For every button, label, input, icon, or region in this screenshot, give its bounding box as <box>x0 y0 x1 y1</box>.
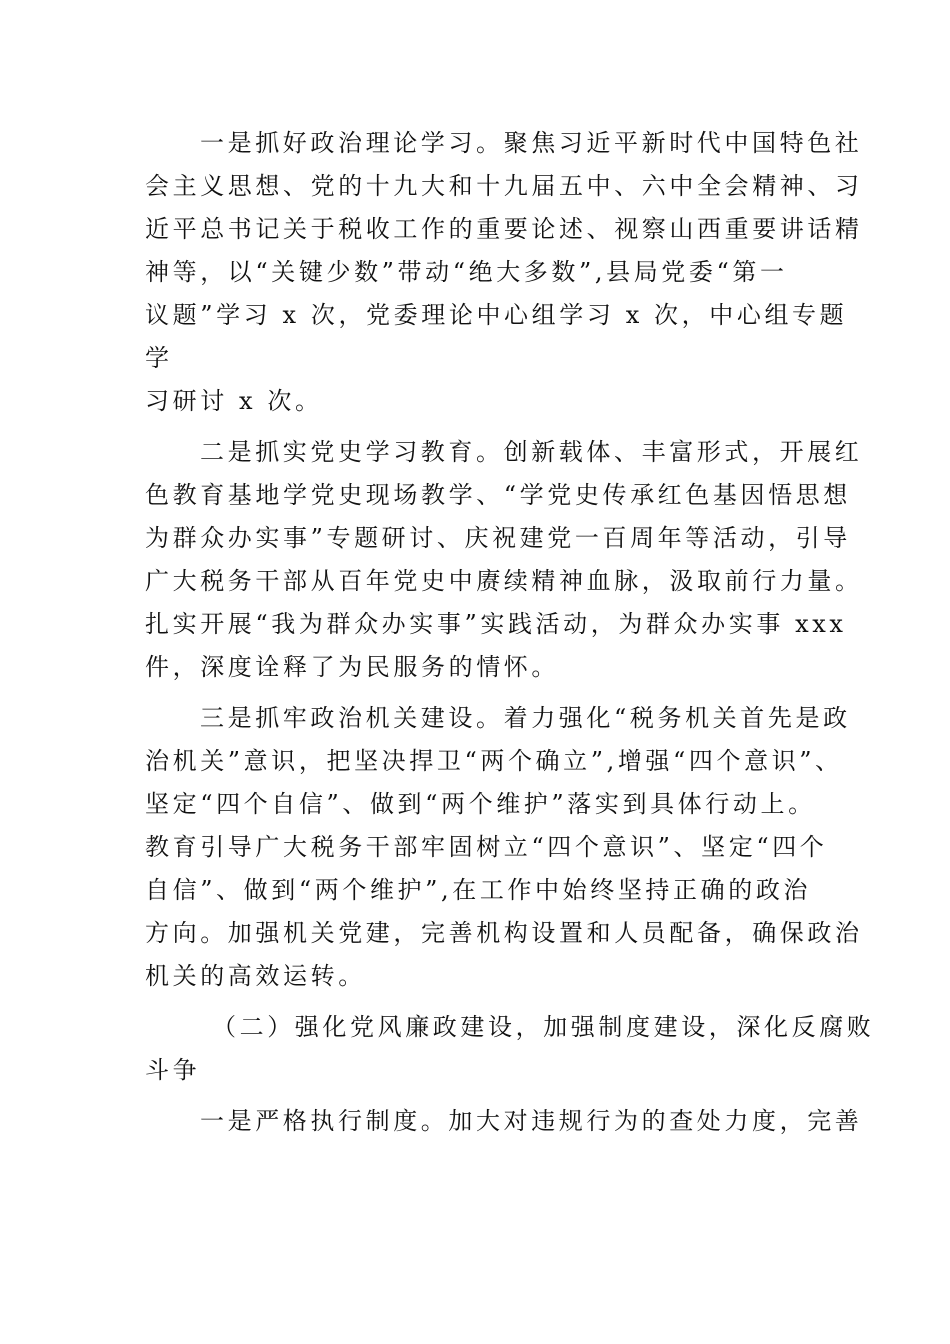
paragraph-4-line-1: 一是严格执行制度。加大对违规行为的查处力度，完善 <box>200 1107 863 1135</box>
paragraph-3-line-7: 机关的高效运转。 <box>145 962 366 990</box>
paragraph-1-line-5: 议题”学习 x 次，党委理论中心组学习 x 次，中心组专题 <box>145 301 848 329</box>
paragraph-3-line-4: 教育引导广大税务干部牢固树立“四个意识”、坚定“四个 <box>145 833 828 861</box>
paragraph-1-line-6: 学 <box>145 344 173 372</box>
paragraph-1-line-1: 一是抓好政治理论学习。聚焦习近平新时代中国特色社 <box>200 129 863 157</box>
paragraph-2-line-4: 广大税务干部从百年党史中赓续精神血脉，汲取前行力量。 <box>145 567 863 595</box>
paragraph-2-line-3: 为群众办实事”专题研讨、庆祝建党一百周年等活动，引导 <box>145 524 851 552</box>
paragraph-2-line-2: 色教育基地学党史现场教学、“学党史传承红色基因悟思想 <box>145 481 851 509</box>
paragraph-1-line-2: 会主义思想、党的十九大和十九届五中、六中全会精神、习 <box>145 172 863 200</box>
paragraph-1-line-7: 习研讨 x 次。 <box>145 387 323 415</box>
paragraph-3-line-5: 自信”、做到“两个维护”,在工作中始终坚持正确的政治 <box>145 876 812 904</box>
paragraph-1-line-4: 神等，以“关键少数”带动“绝大多数”,县局党委“第一 <box>145 258 788 286</box>
paragraph-1-line-3: 近平总书记关于税收工作的重要论述、视察山西重要讲话精 <box>145 215 863 243</box>
section-heading-line-2: 斗争 <box>145 1056 201 1084</box>
paragraph-2-line-6: 件，深度诠释了为民服务的情怀。 <box>145 653 559 681</box>
section-heading-line-1: （二）强化党风廉政建设，加强制度建设，深化反腐败 <box>212 1013 875 1041</box>
paragraph-2-line-5: 扎实开展“我为群众办实事”实践活动，为群众办实事 xxx <box>145 610 847 638</box>
paragraph-3-line-2: 治机关”意识，把坚决捍卫“两个确立”,增强“四个意识”、 <box>145 747 843 775</box>
paragraph-3-line-1: 三是抓牢政治机关建设。着力强化“税务机关首先是政 <box>200 704 851 732</box>
paragraph-2-line-1: 二是抓实党史学习教育。创新载体、丰富形式，开展红 <box>200 438 863 466</box>
paragraph-3-line-6: 方向。加强机关党建，完善机构设置和人员配备，确保政治 <box>145 919 863 947</box>
paragraph-3-line-3: 坚定“四个自信”、做到“两个维护”落实到具体行动上。 <box>145 790 816 818</box>
